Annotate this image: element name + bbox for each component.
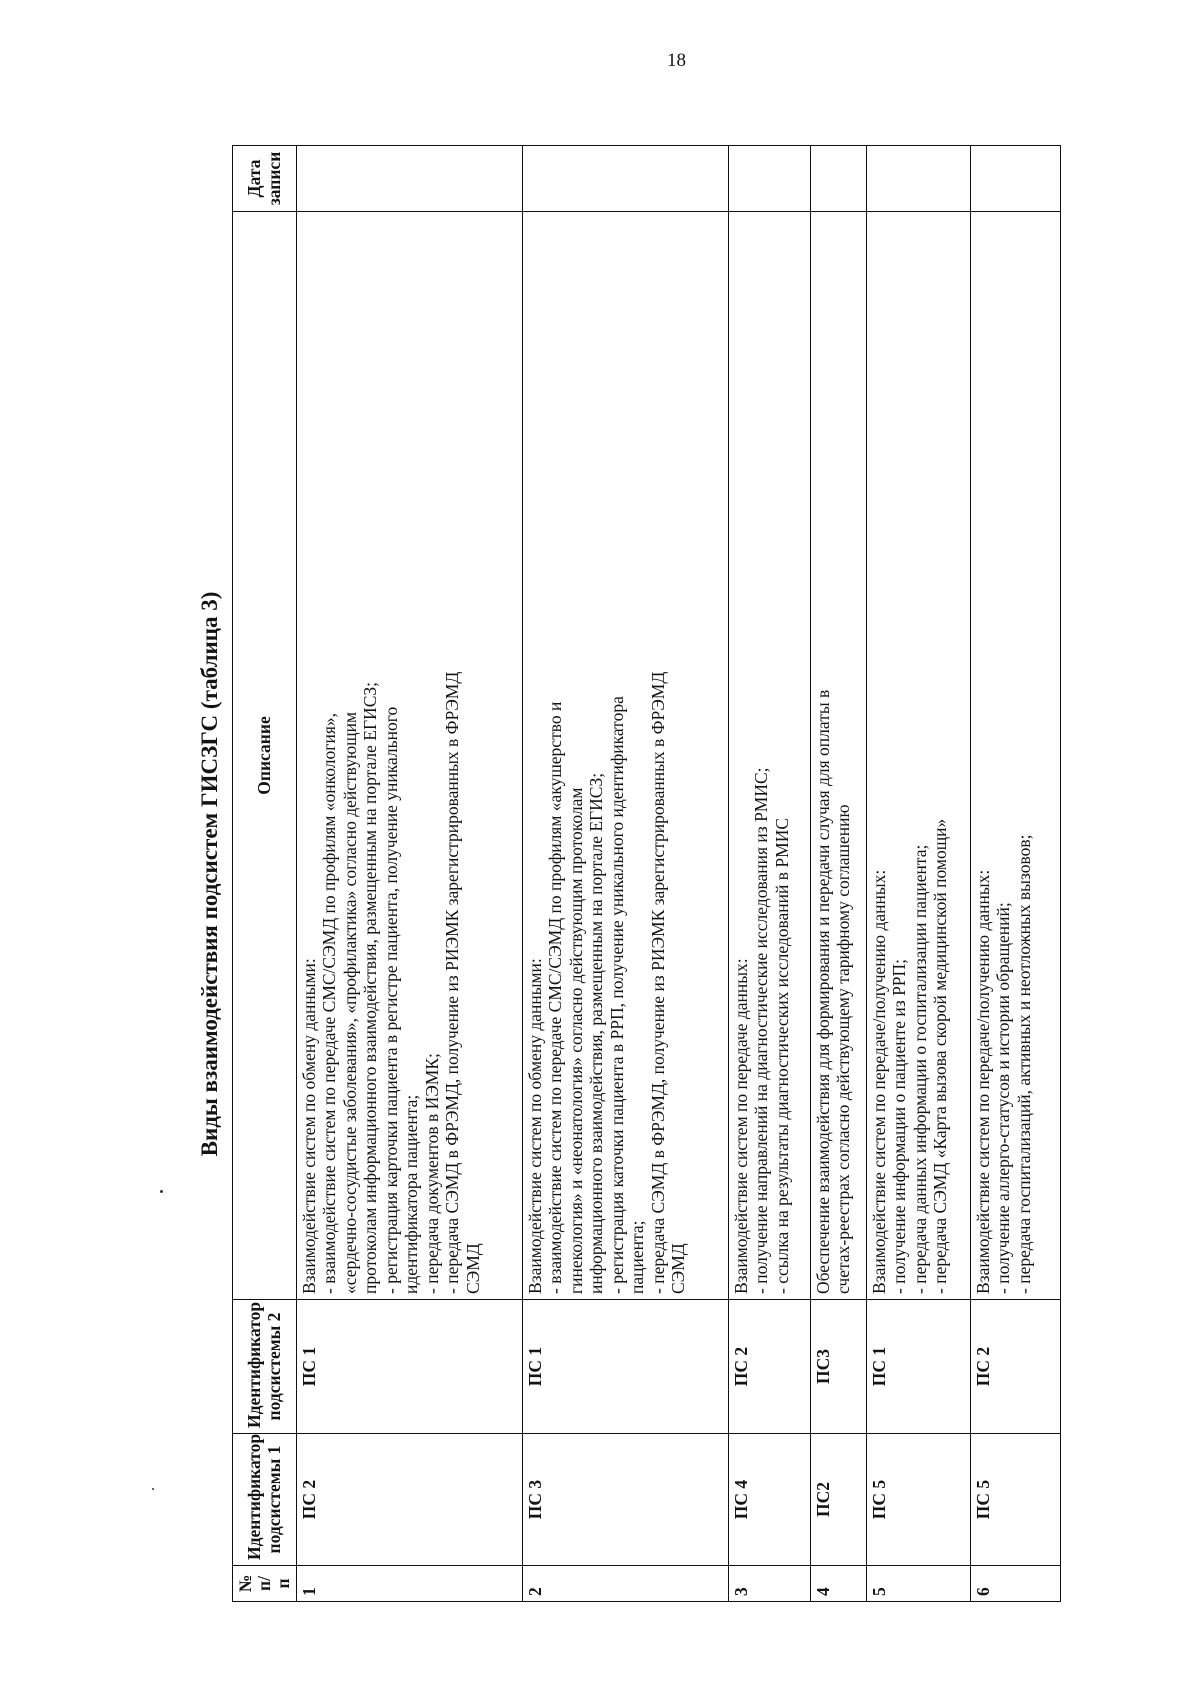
description-line: - передача данных информации о госпитализации пациента; (909, 844, 930, 1294)
description-line: Обеспечение взаимодействия для формирования и передачи случая для оплаты в (813, 689, 833, 1294)
description-line: гинекология» и «неонатология» согласно действующим протоколам (565, 787, 586, 1294)
row-num: 4 (811, 1566, 867, 1602)
row-description (523, 212, 729, 1300)
row-date (811, 146, 867, 212)
description-line: Взаимодействие систем по обмену данными: (299, 958, 319, 1294)
table-row (971, 146, 1061, 1602)
description-line: Взаимодействие систем по обмену данными: (525, 958, 545, 1294)
row-num: 3 (729, 1566, 811, 1602)
description-line: - регистрация карточки пациента в регистре пациента, получение уникального (380, 706, 401, 1294)
description-line: - получение информации о пациенте из РРП; (889, 958, 910, 1294)
row-id2: ПС 1 (867, 1300, 971, 1434)
table-header-row (233, 146, 297, 1602)
table-row (729, 146, 811, 1602)
row-id1: ПС 5 (867, 1434, 971, 1566)
description-line: - взаимодействие систем по передаче СМС/СЭМД по профилям «онкология», (319, 713, 340, 1294)
header-num: № п/п (233, 1566, 297, 1602)
description-line: - регистрация каточки пациента в РРП, получение уникального идентификатора (606, 696, 627, 1294)
header-id1: Идентификатор подсистемы 1 (233, 1434, 297, 1566)
description-line: Взаимодействие систем по передаче/получению данных: (869, 869, 889, 1294)
row-id1: ПС 4 (729, 1434, 811, 1566)
description-line: - передача СЭМД «Карта вызова скорой медицинской помощи» (930, 818, 951, 1294)
row-date (867, 146, 971, 212)
row-id1: ПС 2 (297, 1434, 523, 1566)
page-number: 18 (667, 50, 686, 71)
description-line: - передача СЭМД в ФРЭМД, получение из РИЭМК зарегистрированных в ФРЭМД (442, 671, 463, 1294)
row-description (867, 212, 971, 1300)
interaction-table (232, 145, 1061, 1602)
description-line: СЭМД (668, 1243, 689, 1294)
row-id2: ПС3 (811, 1300, 867, 1434)
row-id2: ПС 2 (729, 1300, 811, 1434)
description-line: - получение направлений на диагностические исследования из РМИС; (751, 767, 772, 1294)
description-line: - получение аллерго-статусов и истории обращений; (993, 902, 1014, 1294)
row-date (971, 146, 1061, 212)
row-date (729, 146, 811, 212)
row-id2: ПС 2 (971, 1300, 1061, 1434)
row-id1: ПС 5 (971, 1434, 1061, 1566)
description-line: - передача документов в ИЭМК; (421, 1053, 442, 1294)
description-line: - ссылка на результаты диагностических исследований в РМИС (771, 817, 792, 1294)
row-id1: ПС2 (811, 1434, 867, 1566)
table-row (811, 146, 867, 1602)
header-description: Описание (233, 212, 297, 1300)
row-num: 1 (297, 1566, 523, 1602)
row-id2: ПС 1 (523, 1300, 729, 1434)
row-id2: ПС 1 (297, 1300, 523, 1434)
description-line: информационного взаимодействия, размещенным на портале ЕГИСЗ; (586, 772, 607, 1294)
scan-speck (160, 1190, 163, 1193)
description-line: СЭМД (462, 1243, 483, 1294)
table-row (523, 146, 729, 1602)
description-line: - взаимодействие систем по передаче СМС/СЭМД по профилям «акушерство и (545, 701, 566, 1294)
row-date (523, 146, 729, 212)
row-id1: ПС 3 (523, 1434, 729, 1566)
row-num: 6 (971, 1566, 1061, 1602)
table-row (297, 146, 523, 1602)
description-line: «сердечно-сосудистые заболевания», «профилактика» согласно действующим (339, 711, 360, 1294)
row-description (811, 212, 867, 1300)
scan-speck (152, 1488, 154, 1490)
description-line: Взаимодействие систем по передаче данных: (731, 958, 751, 1294)
header-date: Дата записи (233, 146, 297, 212)
row-description (971, 212, 1061, 1300)
table-row (867, 146, 971, 1602)
row-num: 5 (867, 1566, 971, 1602)
row-description (297, 212, 523, 1300)
rotated-page-content (190, 146, 1070, 1602)
header-id2: Идентификатор подсистемы 2 (233, 1300, 297, 1434)
row-num: 2 (523, 1566, 729, 1602)
description-line: пациента; (627, 1220, 648, 1294)
row-description (729, 212, 811, 1300)
description-line: - передача СЭМД в ФРЭМД, получение из РИЭМК зарегистрированных в ФРЭМД (647, 671, 668, 1294)
row-date (297, 146, 523, 212)
description-line: протоколам информационного взаимодействия, размещенным на портале ЕГИСЗ; (360, 682, 381, 1294)
description-line: Взаимодействие систем по передаче/получению данных: (973, 869, 993, 1294)
description-line: идентификатора пациента; (401, 1094, 422, 1294)
description-line: - передача госпитализаций, активных и неотложных вызовов; (1013, 834, 1034, 1294)
description-line: счетах-реестрах согласно действующему тарифному соглашению (833, 804, 854, 1294)
table-title: Виды взаимодействия подсистем ГИСЗГС (таблица 3) (197, 591, 222, 1157)
